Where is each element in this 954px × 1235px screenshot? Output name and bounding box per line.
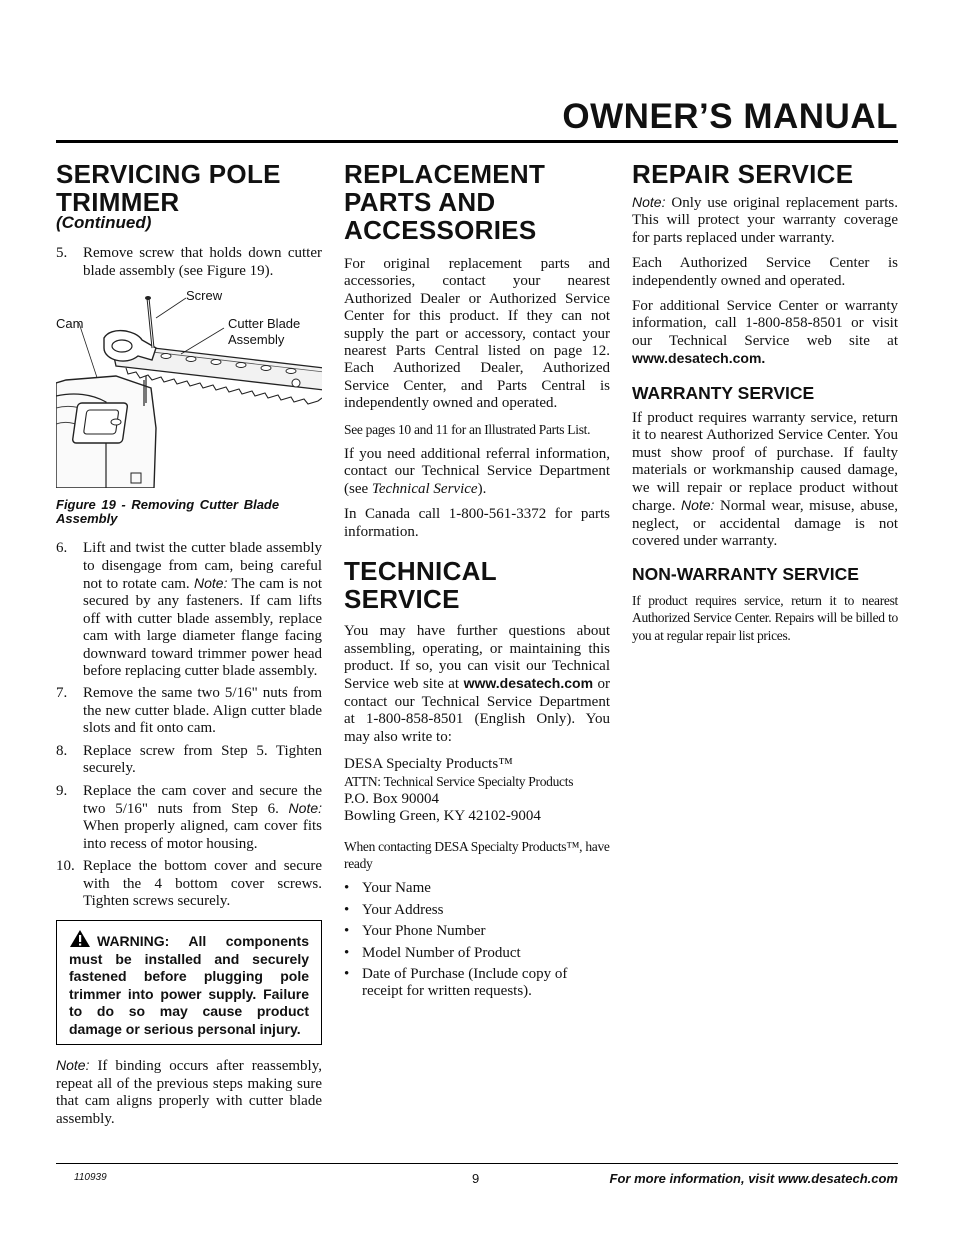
repair-p1-text: Only use original replacement parts. This will protect your warranty coverage for parts replaced under warranty. xyxy=(632,195,898,246)
step-number: 7. xyxy=(56,685,68,702)
parts-paragraph-4: In Canada call 1-800-561-3372 for parts information. xyxy=(344,506,610,540)
servicing-column xyxy=(56,160,322,1136)
step-5 xyxy=(56,245,322,280)
note-label: Note: xyxy=(632,194,666,210)
parts-paragraph-1: For original replacement parts and accessories, contact your nearest Authorized Dealer or Authorized Service Center for this product. If they can not supply the part or accessory, contact your nearest Parts Central listed on page 12. Each Authorized Dealer, Authorized Service Center, and Parts Central is independently owned and operated. xyxy=(344,256,610,412)
address-line: P.O. Box 90004 xyxy=(344,790,440,807)
repair-paragraph-1 xyxy=(632,194,898,247)
warning-box xyxy=(56,920,322,1045)
parts-paragraph-3 xyxy=(344,446,610,498)
document-code: 110939 xyxy=(74,1172,107,1183)
list-item: • Your Name xyxy=(344,880,431,897)
footer-rule xyxy=(56,1163,898,1164)
figure-19 xyxy=(56,288,322,488)
page-number: 9 xyxy=(472,1171,480,1186)
footer-website-note: For more information, visit www.desatech.com xyxy=(609,1171,898,1186)
list-item: • Your Address xyxy=(344,901,444,918)
label-cutter-blade: Cutter Blade xyxy=(228,316,301,332)
manual-title: OWNER’S MANUAL xyxy=(562,97,898,136)
binding-note xyxy=(56,1057,322,1128)
repair-p3-text: For additional Service Center or warranty information, call 1-800-858-8501 or visit our Technical Service web site at xyxy=(632,298,898,349)
note-label: Note: xyxy=(56,1057,90,1074)
label-cam: Cam xyxy=(56,316,84,332)
step-number: 8. xyxy=(56,742,68,759)
warranty-text: If product requires warranty service, return it to nearest Authorized Service Center. You must show proof of purchase. If faulty materials or workmanship caused damage, we will repair or replace product without charge. xyxy=(632,410,898,515)
contact-checklist xyxy=(344,880,610,1000)
step-6 xyxy=(56,540,322,680)
step-number: 5. xyxy=(56,245,68,262)
address-line: DESA Specialty Products™ xyxy=(344,755,513,772)
step-8 xyxy=(56,743,322,778)
parts-paragraph-2: See pages 10 and 11 for an Illustrated Parts List. xyxy=(344,421,591,437)
tech-p1-cont: or contact our Technical Service Department at 1-800-858-8501 (English Only). You may also write to: xyxy=(344,676,611,745)
step-text: Lift and twist the cutter blade assembly to disengage from cam, being careful not to rotate cam. xyxy=(83,540,322,593)
list-item: • Your Phone Number xyxy=(344,923,486,940)
parts-p3-text: If you need additional referral information, contact our Technical Service Department (see xyxy=(344,446,610,497)
note-label: Note: xyxy=(288,799,323,816)
label-screw: Screw xyxy=(186,288,223,304)
list-item: • Model Number of Product xyxy=(344,944,521,961)
warranty-paragraph xyxy=(632,410,898,550)
technical-service-heading: TECHNICAL SERVICE xyxy=(344,556,497,615)
binding-note-text: If binding occurs after reassembly, repeat all of the previous steps making sure that cam aligns properly with cutter blade assembly. xyxy=(56,1058,323,1127)
repair-column xyxy=(632,160,898,652)
step-text: Remove screw that holds down cutter blade assembly (see Figure 19). xyxy=(83,245,322,279)
step-number: 9. xyxy=(56,782,68,799)
step-text: Replace screw from Step 5. Tighten securely. xyxy=(83,742,322,777)
step-7 xyxy=(56,685,322,737)
step-number: 10. xyxy=(56,858,75,875)
tech-paragraph-1 xyxy=(344,623,610,746)
warning-text: WARNING: All components must be installed and securely fastened before plugging pole trimmer into power supply. Failure to do so may cause product damage or serious personal injury. xyxy=(69,933,309,1037)
warranty-text-cont: Normal wear, misuse, abuse, neglect, or accidental damage is not covered under warranty. xyxy=(632,498,899,549)
parts-heading: REPLACEMENT PARTS AND ACCESSORIES xyxy=(344,159,546,245)
step-text-cont: The cam is not secured by any fasteners. If cam lifts off with cutter blade assembly, replace cam with large diameter flange facing downward toward trimmer power head before replacing cutter blade assembly. xyxy=(83,576,322,680)
technical-service-ref: Technical Service xyxy=(371,480,478,497)
mailing-address xyxy=(344,756,610,826)
step-9 xyxy=(56,783,322,854)
step-10 xyxy=(56,858,322,910)
parts-column xyxy=(344,160,610,1005)
continued-label: (Continued) xyxy=(56,213,152,232)
note-label: Note: xyxy=(680,497,715,514)
warning-triangle-icon xyxy=(69,929,91,948)
step-text-cont: When properly aligned, cam cover fits into recess of motor housing. xyxy=(83,818,322,852)
address-line: ATTN: Technical Service Specialty Products xyxy=(344,774,574,790)
step-number: 6. xyxy=(56,540,68,557)
steps-list-a xyxy=(56,245,322,280)
repair-service-heading: REPAIR SERVICE xyxy=(632,159,854,189)
note-label: Note: xyxy=(194,575,228,592)
repair-paragraph-2: Each Authorized Service Center is independently owned and operated. xyxy=(632,255,898,289)
list-item: • Date of Purchase (Include copy of receipt for written requests). xyxy=(344,966,568,1000)
repair-paragraph-3 xyxy=(632,298,898,369)
steps-list-b xyxy=(56,540,322,910)
address-line: Bowling Green, KY 42102-9004 xyxy=(344,808,541,825)
non-warranty-service-heading: NON-WARRANTY SERVICE xyxy=(632,564,859,585)
contact-intro: When contacting DESA Specialty Products™, have ready xyxy=(344,838,610,871)
step-text: Replace the bottom cover and secure with the 4 bottom cover screws. Tighten screws securely. xyxy=(83,858,322,909)
step-text: Replace the cam cover and secure the two 5/16" nuts from Step 6. xyxy=(83,782,322,817)
parts-p3-end: ). xyxy=(477,480,487,497)
label-assembly: Assembly xyxy=(228,332,285,348)
tech-p1-text: You may have further questions about assembling, operating, or maintaining this product. If so, you can visit our Technical Service web site at xyxy=(344,623,610,693)
website-link[interactable]: www.desatech.com. xyxy=(632,350,766,367)
servicing-heading: SERVICING POLE TRIMMER xyxy=(56,159,281,217)
figure-caption: Figure 19 - Removing Cutter Blade Assembly xyxy=(56,497,280,527)
warranty-service-heading: WARRANTY SERVICE xyxy=(632,382,815,403)
step-text: Remove the same two 5/16" nuts from the new cutter blade. Align cutter blade slots and fit onto cam. xyxy=(83,685,322,737)
non-warranty-paragraph: If product requires service, return it to nearest Authorized Service Center. Repairs will be billed to you at regular repair list prices. xyxy=(632,592,898,643)
title-rule xyxy=(56,140,898,143)
website-link[interactable]: www.desatech.com xyxy=(463,675,594,692)
